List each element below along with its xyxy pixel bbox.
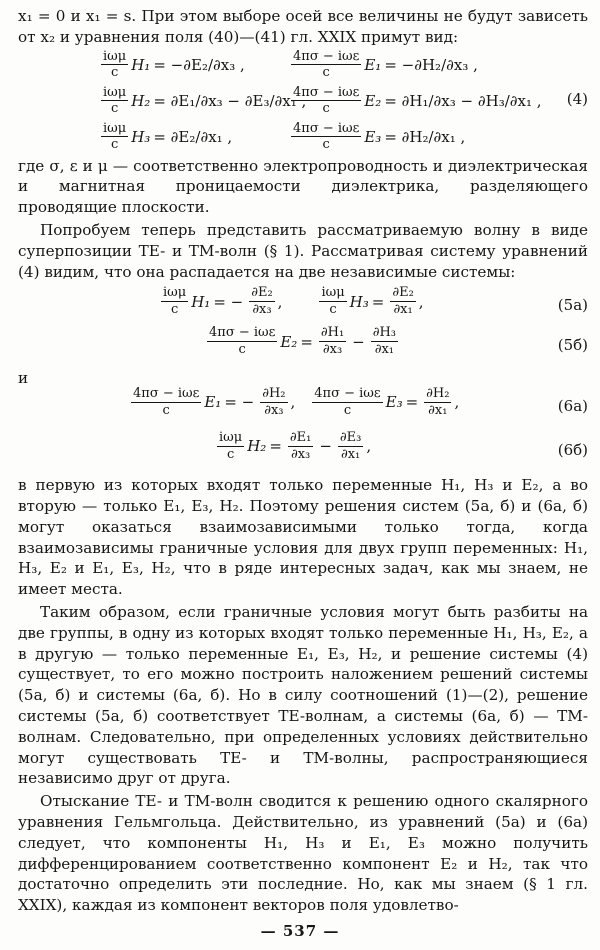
equation-number-6b: (6б) [557, 441, 588, 460]
connector-and: и [18, 369, 29, 388]
equation-5a: $\frac{\text{iωμ}}{c}$ H₁ = − $\frac{\text{∂E₂}}{\text{∂x₃}}$ , $\frac{\text{iωμ}}{c}$ H₃ = $\frac{\text{∂E₂}}{\text{∂x₁}}$ , (5а) [163, 285, 588, 318]
equation-number-5b: (5б) [557, 336, 588, 355]
equation-4-row [98, 86, 542, 116]
fraction: $\frac{\text{iωμ}}{c}$ [321, 285, 345, 318]
fraction: $\frac{\text{iωμ}}{c}$ [103, 120, 127, 153]
equation-variable: H₃ [131, 127, 151, 146]
fraction: $\frac{\text{iωμ}}{c}$ [219, 430, 243, 462]
equation-rhs: = ∂E₂/∂x₁ , [153, 127, 233, 146]
paragraph-thus: Таким образом, если граничные условия могут быть разбиты на две группы, в одну из которых входят только переменные H₁, H₃, E₂, а в другую — только переменные E₁, E₃, H₂, и решение системы (4) существует, то его можно построить наложением решений системы (5а, б) и системы (6а, б). Но в силу соотношений (1)—(2), решение системы (5а, б) соответствует TE-волнам, а системы (6а, б) — TM-волнам. Следовательно, при определенных условиях действительно могут существовать TE- и TM-волны, распространяющиеся независимо друг от друга. [18, 602, 588, 788]
equation-number-6a: (6а) [557, 397, 588, 416]
fraction: $\frac{\text{iωμ}}{c}$ [163, 285, 187, 318]
equation-rhs: = −∂E₂/∂x₃ , [153, 55, 245, 74]
equation-4-row [98, 50, 478, 80]
page-number: — 537 — [260, 922, 340, 940]
paragraph-try: Попробуем теперь представить рассматриваемую волну в виде суперпозиции TE- и TM-волн (§ 1). Рассматривая систему уравнений (4) видим, что она распадается на две независимые системы: [18, 220, 588, 281]
fraction: $\frac{\text{4πσ − iωε}}{c}$ [314, 386, 381, 418]
fraction: $\frac{\text{∂E₃}}{\text{∂x₁}}$ [339, 430, 362, 462]
equation-number-5a: (5а) [557, 296, 588, 315]
paragraph-where: где σ, ε и μ — соответственно электропроводность и диэлектрическая и магнитная проницаемости диэлектрика, разделяющего проводящие плоскости. [18, 156, 588, 217]
fraction: $\frac{\text{∂H₁}}{\text{∂x₃}}$ [320, 325, 345, 358]
fraction: $\frac{\text{iωμ}}{c}$ [103, 84, 127, 117]
equation-rhs: = ∂H₁/∂x₃ − ∂H₃/∂x₁ , [384, 91, 542, 110]
fraction: $\frac{\text{4πσ − iωε}}{c}$ [133, 386, 200, 418]
fraction: $\frac{\text{4πσ − iωε}}{c}$ [293, 120, 360, 153]
equation-6b: $\frac{\text{iωμ}}{c}$ H₂ = $\frac{\text{∂E₁}}{\text{∂x₃}}$ − $\frac{\text{∂E₃}}{\text{∂x₁}}$ , (6б) [219, 430, 588, 462]
equation-rhs: = ∂H₂/∂x₁ , [384, 127, 466, 146]
fraction: $\frac{\text{∂H₃}}{\text{∂x₁}}$ [372, 325, 397, 358]
paragraph-first: в первую из которых входят только переменные H₁, H₃ и E₂, а во вторую — только E₁, E₃, H₂. Поэтому решения систем (5а, б) и (6а, б) могут оказаться взаимозависимыми только тогда, когда взаимозависимы граничные условия для двух групп переменных: H₁, H₃, E₂ и E₁, E₃, H₂, что в ряде интересных задач, как мы знаем, не имеет места. [18, 476, 588, 599]
fraction: $\frac{\text{∂H₂}}{\text{∂x₁}}$ [426, 386, 450, 418]
equation-variable: E₂ [364, 91, 382, 110]
equation-rhs: = −∂H₂/∂x₃ , [384, 55, 478, 74]
paragraph-intro: x₁ = 0 и x₁ = s. При этом выборе осей все величины не будут зависеть от x₂ и уравнения поля (40)—(41) гл. XXIX примут вид: [18, 7, 588, 46]
equation-6a: $\frac{\text{4πσ − iωε}}{c}$ E₁ = − $\frac{\text{∂H₂}}{\text{∂x₃}}$ , $\frac{\text{4πσ − iωε}}{c}$ E₃ = $\frac{\text{∂H₂}}{\text{∂x₁}}$ , (6а) [133, 386, 588, 418]
equation-5b: $\frac{\text{4πσ − iωε}}{c}$ E₂ = $\frac{\text{∂H₁}}{\text{∂x₃}}$ − $\frac{\text{∂H₃}}{\text{∂x₁}}$ (5б) [209, 325, 588, 358]
equation-variable: E₃ [364, 127, 382, 146]
page-body [18, 6, 588, 916]
fraction: $\frac{\text{∂E₂}}{\text{∂x₃}}$ [251, 285, 273, 318]
equation-variable: H₁ [131, 55, 151, 74]
fraction: $\frac{\text{∂H₂}}{\text{∂x₃}}$ [262, 386, 286, 418]
equation-variable: H₂ [131, 91, 151, 110]
fraction: $\frac{\text{4πσ − iωε}}{c}$ [209, 325, 276, 358]
equation-rhs: = ∂E₁/∂x₃ − ∂E₃/∂x₁ , [153, 91, 307, 110]
paragraph-search: Отыскание TE- и TM-волн сводится к решению одного скалярного уравнения Гельмгольца. Действительно, из уравнений (5а) и (6а) следует, что компоненты H₁, H₃ и E₁, E₃ можно получить дифференцированием соответственно компонент E₂ и H₂, так что достаточно определить эти последние. Но, как мы знаем (§ 1 гл. XXIX), каждая из компонент векторов поля удовлетво- [18, 792, 588, 915]
equation-number-4: (4) [566, 89, 588, 108]
fraction: $\frac{\text{∂E₁}}{\text{∂x₃}}$ [289, 430, 312, 462]
fraction: $\frac{\text{4πσ − iωε}}{c}$ [293, 48, 360, 81]
equation-variable: E₁ [364, 55, 382, 74]
fraction: $\frac{\text{4πσ − iωε}}{c}$ [293, 84, 360, 117]
equation-system-4 [18, 50, 588, 156]
equation-4-row [98, 122, 465, 152]
fraction: $\frac{\text{iωμ}}{c}$ [103, 48, 127, 81]
fraction: $\frac{\text{∂E₂}}{\text{∂x₁}}$ [392, 285, 414, 318]
